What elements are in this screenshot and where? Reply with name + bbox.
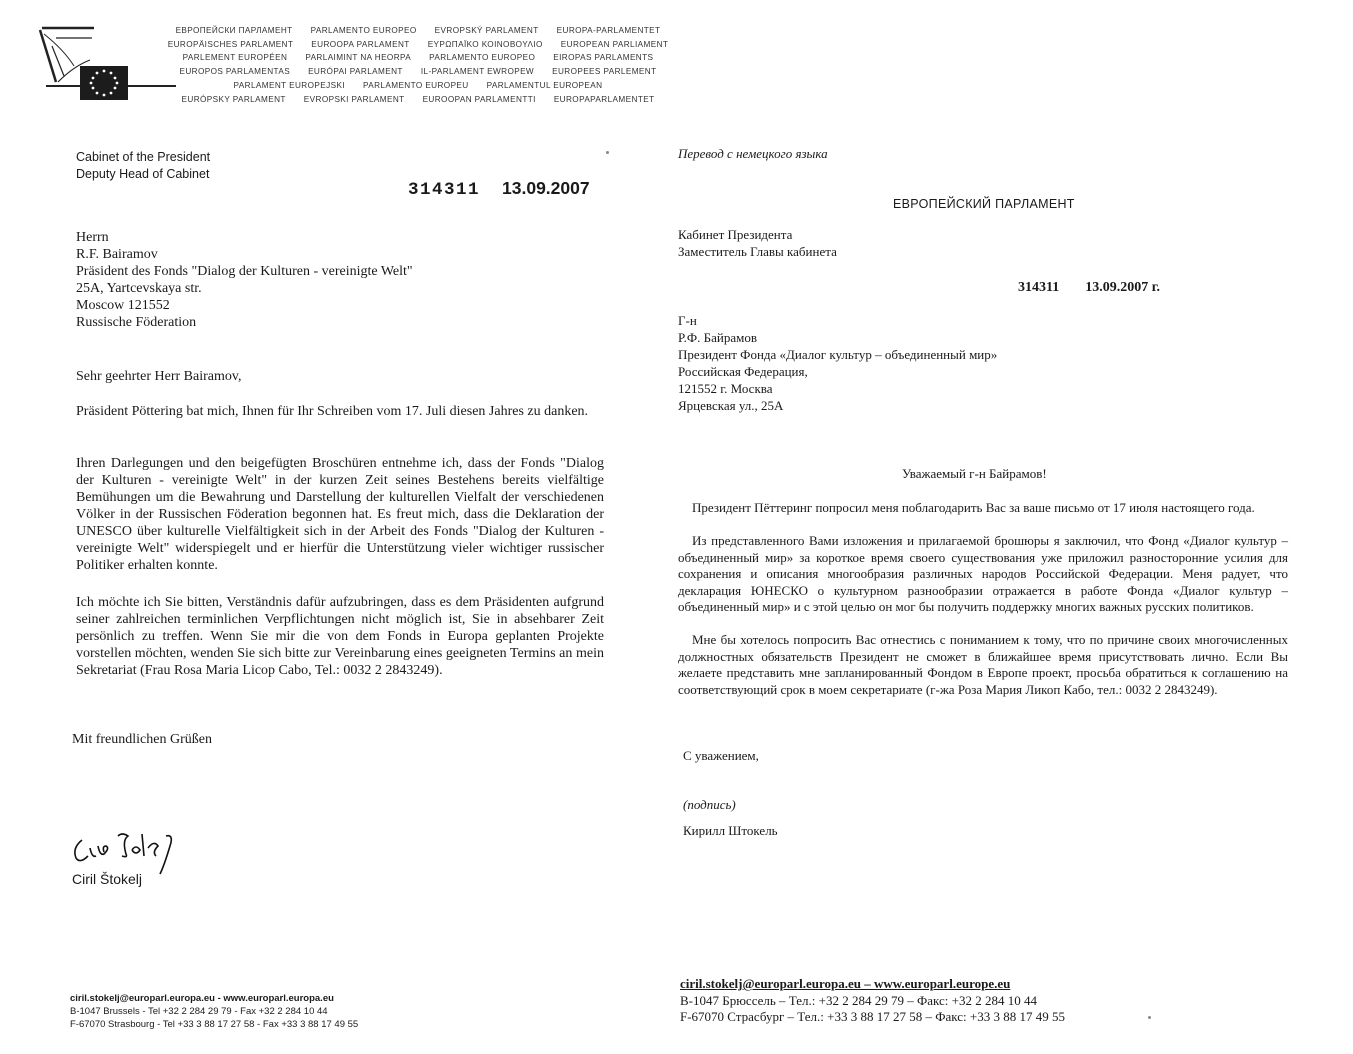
address-line: Российская Федерация,	[678, 364, 808, 379]
german-paragraph-1: Präsident Pöttering bat mich, Ihnen für Ihr Schreiben vom 17. Juli diesen Jahres zu danken.	[76, 404, 589, 419]
german-footer	[70, 992, 358, 1031]
address-line: R.F. Bairamov	[76, 247, 158, 262]
scan-speck	[1148, 1016, 1151, 1019]
parliament-name: PARLEMENT EUROPÉEN	[182, 53, 288, 63]
parliament-name: EVROPSKI PARLAMENT	[303, 94, 405, 104]
parliament-name: EIROPAS PARLAMENTS	[553, 53, 654, 63]
parliament-name: PARLAMENTO EUROPEO	[429, 53, 536, 63]
russian-footer	[680, 976, 1065, 1026]
cabinet-line: Deputy Head of Cabinet	[76, 166, 210, 181]
german-signer-name: Ciril Štokelj	[72, 871, 143, 887]
parliament-name: ΕΥΡΩΠΑΪΚΟ ΚΟΙΝΟΒΟΥΛΙΟ	[427, 39, 543, 49]
parliament-names-row	[168, 65, 668, 79]
russian-recipient-address	[678, 312, 997, 414]
footer-web-link[interactable]: www.europarl.europe.eu	[873, 976, 1011, 991]
german-cabinet-heading	[76, 149, 210, 182]
scan-speck	[606, 151, 609, 154]
cabinet-line: Кабинет Президента	[678, 227, 793, 242]
footer-email-link[interactable]: ciril.stokelj@europarl.europa.eu	[680, 976, 861, 991]
german-paragraph-3: Ich möchte ich Sie bitten, Verständnis dafür aufzubringen, dass es dem Präsidenten aufgrund seiner zahlreichen terminlichen Verpflichtungen nicht möglich ist, Sie in absehbarer Zeit persönlich zu treffen. Wenn Sie mir die von dem Fonds in Europa geplanten Projekte vorstellen möchten, wenden Sie sich bitte zur Vereinbarung eines geeigneten Termins an mein Sekretariat (Frau Rosa Maria Licop Cabo, Tel.: 0032 2 2843249).	[76, 595, 604, 678]
russian-closing: С уважением,	[683, 748, 759, 763]
russian-translation-note: Перевод с немецкого языка	[678, 146, 828, 161]
footer-separator: -	[214, 993, 224, 1004]
german-reference	[408, 178, 590, 200]
cabinet-line: Заместитель Главы кабинета	[678, 244, 837, 259]
eu-flag-logo-icon	[34, 20, 184, 106]
russian-cabinet-heading	[678, 226, 837, 260]
russian-paragraph-2: Из представленного Вами изложения и прилагаемой брошюры я заключил, что Фонд «Диалог культур – объединенный мир» за короткое время своего существования уже приложил разносторонние усилия для сохранения и описания многообразия различных народов Российской Федерации. Меня радует, что декларация ЮНЕСКО о культурном разнообразии отражается в работе Фонда «Диалог культур – объединенный мир» и с этой целью он мог бы получить поддержку многих важных русских политиков.	[678, 533, 1288, 614]
footer-separator: –	[860, 976, 874, 991]
address-line: 121552 г. Москва	[678, 381, 773, 396]
parliament-name: EUROPA-PARLAMENTET	[556, 26, 661, 35]
russian-signer-name: Кирилл Штокель	[683, 823, 778, 838]
parliament-name: EURÓPAI PARLAMENT	[308, 67, 403, 77]
footer-brussels-line: B-1047 Brussels - Tel +32 2 284 29 79 - Fax +32 2 284 10 44	[70, 1006, 328, 1017]
german-paragraph-2: Ihren Darlegungen und den beigefügten Broschüren entnehme ich, dass der Fonds "Dialog der Kulturen - vereinigte Welt" in der kurzen Zeit seines Bestehens bereits vielfältige Bemühungen um die Bewahrung und Darstellung der kulturellen Vielfalt der verschiedenen Völker in der Russischen Föderation begonnen hat. Es freut mich, dass die Deklaration der UNESCO über kulturelle Vielfältigkeit sich in der Arbeit des Fonds "Dialog der Kulturen - vereinigte Welt" widerspiegelt und er hierfür die Unterstützung vieler wichtiger russischer Politiker erhalten konnte.	[76, 456, 604, 573]
address-line: Herrn	[76, 230, 109, 245]
russian-salutation: Уважаемый г-н Байрамов!	[902, 466, 1047, 481]
parliament-name: EURÓPSKY PARLAMENT	[181, 94, 286, 104]
parliament-name: PARLAIMINT NA HEORPA	[305, 53, 412, 63]
parliament-name: PARLAMENTUL EUROPEAN	[486, 80, 603, 90]
parliament-name: PARLAMENTO EUROPEU	[362, 80, 469, 90]
russian-title: ЕВРОПЕЙСКИЙ ПАРЛАМЕНТ	[893, 197, 1075, 211]
russian-signature-note: (подпись)	[683, 797, 736, 812]
address-line: 25A, Yartcevskaya str.	[76, 281, 202, 296]
parliament-names-row	[168, 38, 668, 52]
footer-contact-line	[680, 976, 1065, 993]
footer-email-link[interactable]: ciril.stokelj@europarl.europa.eu	[70, 993, 215, 1004]
footer-web-link[interactable]: www.europarl.europa.eu	[223, 993, 334, 1004]
parliament-name: EUROPÄISCHES PARLAMENT	[167, 39, 294, 49]
address-line: Президент Фонда «Диалог культур – объединенный мир»	[678, 347, 998, 362]
parliament-names-row	[168, 79, 668, 93]
address-line: Ярцевская ул., 25А	[678, 398, 784, 413]
german-closing: Mit freundlichen Grüßen	[72, 732, 212, 747]
parliament-name: EUROPEES PARLEMENT	[552, 67, 657, 77]
russian-reference	[1018, 280, 1160, 296]
parliament-name: EUROOPA PARLAMENT	[311, 39, 410, 49]
parliament-name: ЕВРОПЕЙСКИ ПАРЛАМЕНТ	[175, 26, 293, 35]
parliament-name: EUROPOS PARLAMENTAS	[179, 67, 291, 77]
reference-number: 314311	[1018, 280, 1060, 295]
cabinet-line: Cabinet of the President	[76, 150, 211, 164]
parliament-names-row	[168, 93, 668, 107]
parliament-name: IL-PARLAMENT EWROPEW	[420, 67, 535, 77]
footer-strasbourg-line: F-67070 Страсбург – Тел.: +33 3 88 17 27 58 – Факс: +33 3 88 17 49 55	[680, 1009, 1065, 1024]
address-line: Russische Föderation	[76, 315, 197, 330]
footer-strasbourg-line: F-67070 Strasbourg - Tel +33 3 88 17 27 58 - Fax +33 3 88 17 49 55	[70, 1019, 359, 1030]
address-line: Г-н	[678, 313, 697, 328]
german-salutation: Sehr geehrter Herr Bairamov,	[76, 369, 242, 384]
footer-brussels-line: B-1047 Брюссель – Тел.: +32 2 284 29 79 – Факс: +32 2 284 10 44	[680, 992, 1037, 1008]
reference-number: 314311	[408, 180, 481, 200]
parliament-name: PARLAMENTO EUROPEO	[310, 26, 417, 35]
address-line: Moscow 121552	[76, 298, 170, 313]
parliament-name: EUROPEAN PARLIAMENT	[560, 39, 669, 49]
russian-paragraph-3: Мне бы хотелось попросить Вас отнестись с пониманием к тому, что по причине своих многочисленных должностных обязательств Президент не сможет в ближайшее время присутствовать лично. Если Вы желаете представить мне запланированный Фондом в Европе проект, просьба обратиться к соглашению на соответствующий срок в моем секретариате (г-жа Роза Мария Ликоп Кабо, тел.: 0032 2 2843249).	[678, 632, 1288, 697]
parliament-name: EUROPAPARLAMENTET	[553, 94, 655, 104]
reference-date: 13.09.2007	[502, 178, 590, 198]
parliament-names-row	[168, 24, 668, 38]
address-line: Präsident des Fonds "Dialog der Kulturen - vereinigte Welt"	[76, 264, 413, 279]
german-recipient-address	[76, 229, 636, 331]
parliament-name: EVROPSKÝ PARLAMENT	[434, 26, 539, 35]
parliament-name: EUROOPAN PARLAMENTTI	[422, 94, 536, 104]
footer-contact-line	[70, 992, 358, 1005]
russian-paragraph-1: Президент Пёттеринг попросил меня поблагодарить Вас за ваше письмо от 17 июля настоящего года.	[692, 500, 1255, 515]
parliament-names-row	[168, 51, 668, 65]
parliament-names-block	[168, 24, 668, 106]
address-line: Р.Ф. Байрамов	[678, 330, 757, 345]
parliament-name: PARLAMENT EUROPEJSKI	[233, 80, 345, 90]
reference-date: 13.09.2007 г.	[1085, 280, 1161, 295]
